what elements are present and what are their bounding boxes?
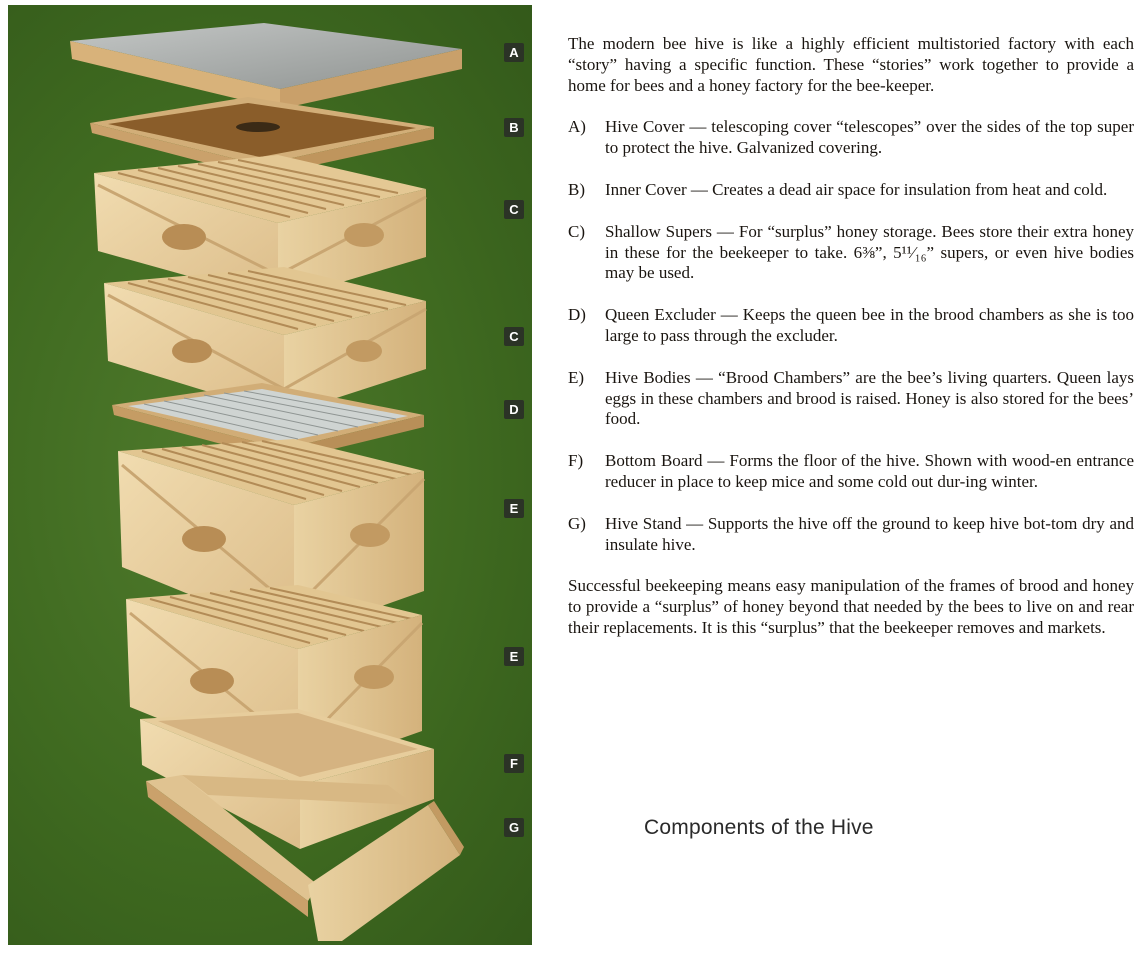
item-letter: G) (568, 513, 586, 533)
item-text: Inner Cover — Creates a dead air space for insulation from heat and cold. (605, 179, 1108, 199)
item-letter: B) (568, 179, 585, 199)
diagram-label-f: F (504, 754, 524, 773)
item-text: Hive Bodies — “Brood Chambers” are the bee’s living quarters. Queen lays eggs in these chambers and brood is raised. Honey is also stored for the bees’ food. (605, 367, 1134, 429)
outro-paragraph: Successful beekeeping means easy manipulation of the frames of brood and honey to provide a “surplus” of honey beyond that needed by the bees to live on and rear their replacements. It is this “surplus” that the beekeeper removes and markets. (568, 576, 1134, 637)
intro-paragraph: The modern bee hive is like a highly efficient multistoried factory with each “story” having a specific function. These “stories” work together to provide a home for bees and a honey factory for the bee-keeper. (568, 34, 1134, 95)
item-letter: D) (568, 305, 586, 325)
diagram-label-e2: E (504, 647, 524, 666)
item-text: Hive Cover — telescoping cover “telescopes” over the sides of the top super to protect the hive. Galvanized covering. (605, 117, 1134, 158)
item-text: Shallow Supers — For “surplus” honey storage. Bees store their extra honey in these for the beekeeper to take. 6⅜”, 5¹¹⁄₁₆” supers, or even hive bodies may be used. (605, 221, 1134, 283)
item-letter: E) (568, 367, 585, 387)
diagram-label-g: G (504, 818, 524, 837)
component-item-d (568, 305, 1134, 347)
item-letter: C) (568, 221, 585, 241)
item-text: Hive Stand — Supports the hive off the ground to keep hive bot-tom dry and insulate hive. (605, 513, 1134, 554)
diagram-label-e1: E (504, 499, 524, 518)
component-item-b (568, 180, 1134, 201)
diagram-label-d: D (504, 400, 524, 419)
diagram-label-b: B (504, 118, 524, 137)
diagram-label-c1: C (504, 200, 524, 219)
description-column (568, 34, 1134, 639)
item-letter: A) (568, 117, 586, 137)
component-item-g (568, 514, 1134, 556)
component-item-c (568, 222, 1134, 284)
item-text: Bottom Board — Forms the floor of the hive. Shown with wood-en entrance reducer in place to keep mice and some cold out dur-ing winter. (605, 451, 1134, 491)
component-item-e (568, 368, 1134, 430)
component-item-a (568, 117, 1134, 159)
hive-photo (8, 5, 532, 945)
figure-caption: Components of the Hive (644, 816, 874, 839)
item-text: Queen Excluder — Keeps the queen bee in the brood chambers as she is too large to pass through the excluder. (605, 305, 1134, 345)
diagram-label-a: A (504, 43, 524, 62)
hive-cover-part (70, 23, 462, 109)
component-item-f (568, 451, 1134, 493)
item-letter: F) (568, 451, 584, 471)
diagram-label-c2: C (504, 327, 524, 346)
